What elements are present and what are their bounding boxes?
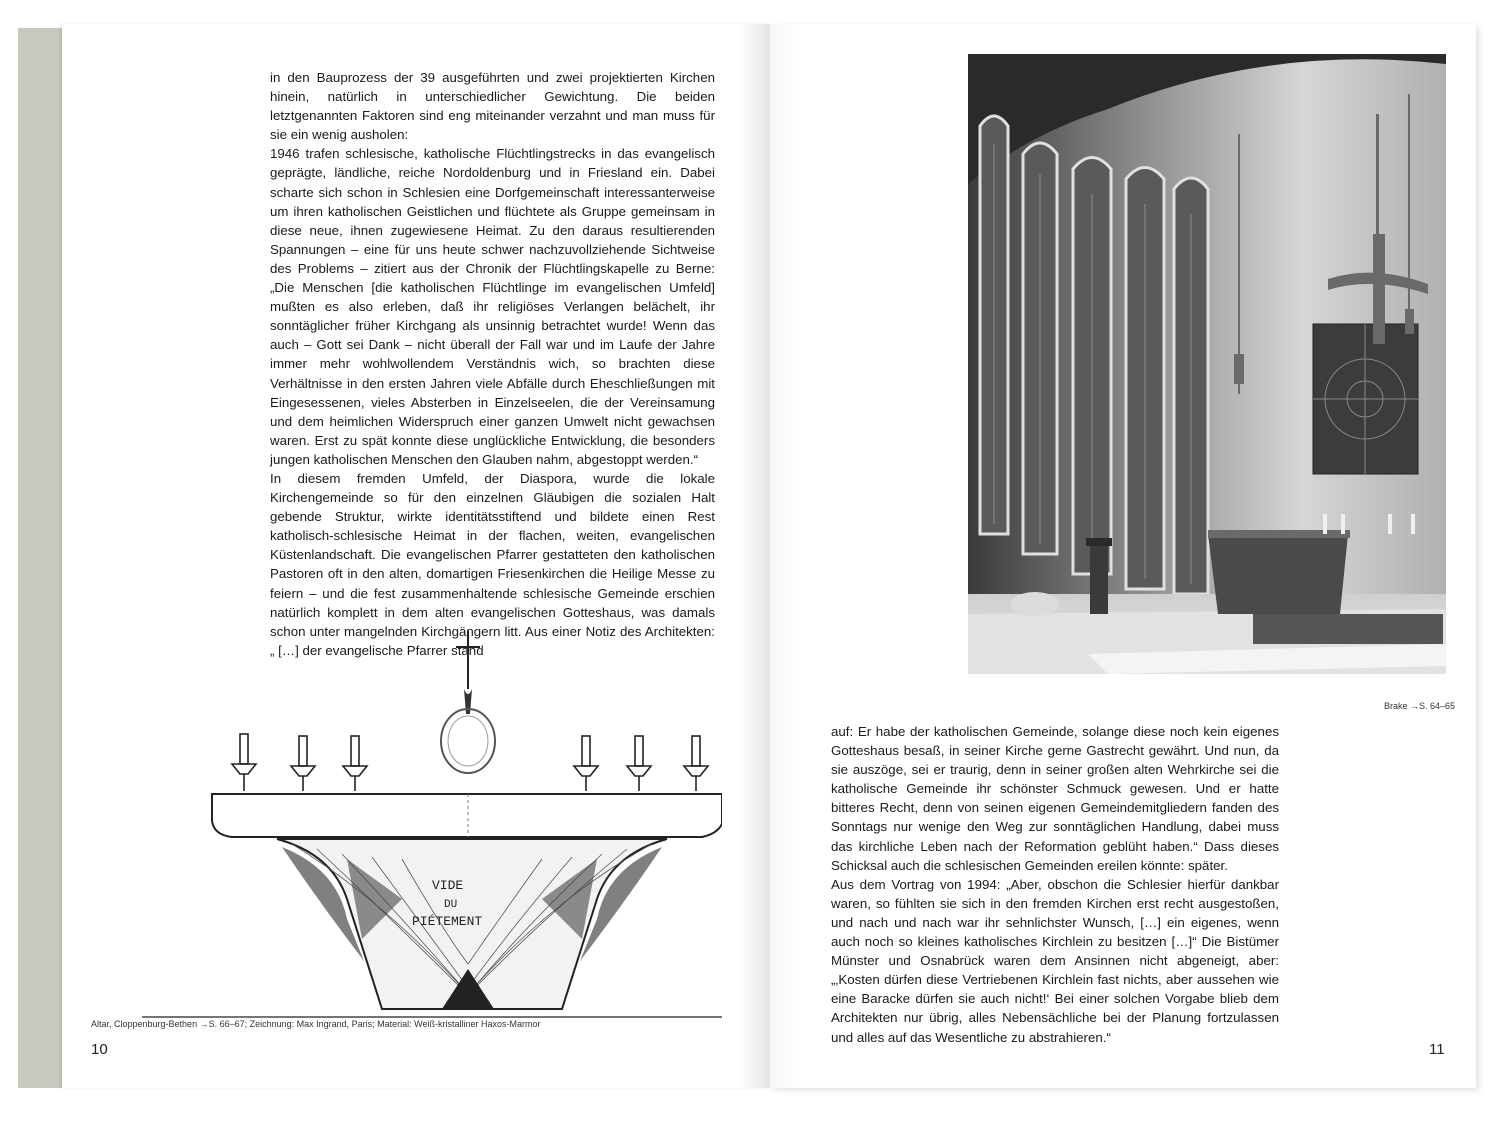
drawing-inscription: DU (444, 899, 458, 911)
drawing-caption: Altar, Cloppenburg-Bethen →S. 66–67; Zeichnung: Max Ingrand, Paris; Material: Weiß-kristalliner Haxos-Marmor (91, 1019, 541, 1029)
church-interior-photo (968, 54, 1446, 674)
right-paragraph: auf: Er habe der katholischen Gemeinde, solange diese noch kein eigenes Gotteshaus besaß, in seiner Kirche gerne Gastrecht gewährt. Und nun, da sie auszöge, sei er traurig, denn in seiner großen alten Wehrkirche sei die katholische Gemeinde ihr schönster Schmuck gewesen. Und er hatte bitteres Recht, denn von seinen eigenen Gemeindemitgliedern fanden des Sonntags nur wenige den Weg zur sonntäglichen Handlung, dabei muss das kirchliche Leben nach der Reformation geblüht haben.“ Dass dieses Schicksal auch die schlesischen Gemeinden ereilen könnte: später. (831, 724, 1279, 873)
right-paragraph: Aus dem Vortrag von 1994: „Aber, obschon die Schlesier hierfür dankbar waren, so fühlten sie sich in den fremden Kirchen erst recht ausgestoßen, und nach und nach war ihr sehnlichster Wunsch, […] ein eigenes, wenn auch noch so kleines katholisches Kirchlein zu besitzen […]“ Die Bistümer Münster und Osnabrück waren dem Ansinnen nicht abgeneigt, aber: „‚Kosten dürfen diese Vertriebenen Kirchlein fast nichts, aber aussehen wie eine Baracke dürfen sie auch nicht!‘ Bei einer solchen Vorgabe blieb dem Architekten nur übrig, alles Nebensächliche bei der Planung fortzulassen und alles auf das Wesentliche zu abstrahieren.“ (831, 876, 1279, 1045)
photo-caption: Brake →S. 64–65 (1384, 701, 1456, 711)
altar-drawing (142, 599, 722, 1024)
page-number: 11 (1429, 1041, 1445, 1058)
book-cover-edge (18, 28, 68, 1088)
right-page (770, 24, 1476, 1088)
left-paragraph: in den Bauprozess der 39 ausgeführten und zwei projektierten Kirchen hinein, natürlich in unterschiedlicher Gewichtung. Die beiden letztgenannten Faktoren sind eng miteinander verzahnt und man muss für sie ein wenig ausholen: (270, 70, 715, 143)
left-body-text (270, 68, 715, 660)
right-body-text (831, 722, 1279, 1047)
drawing-inscription: VIDE (432, 878, 464, 893)
drawing-inscription: PIÉTEMENT (412, 914, 483, 929)
left-paragraph: In diesem fremden Umfeld, der Diaspora, wurde die lokale Kirchengemeinde so für den einzelnen Gläubigen die sozialen Halt gebende Struktur, wirkte identitätsstiftend und bildete einen Rest katholisch-schlesische Heimat in der flachen, weiten, evangelischen Küstenlandschaft. Die evangelischen Pfarrer gestatteten den katholischen Pastoren oft in den alten, domartigen Friesenkirchen die Heilige Messe zu feiern – und die fest zusammenhaltende schlesische Gemeinde erschien natürlich komplett in dem alten evangelischen Gotteshaus, was damals schon unter mangelnden Kirchgängern litt. Aus einer Notiz des Architekten: „ […] der evangelische Pfarrer stand (270, 470, 715, 658)
left-page (62, 24, 770, 1088)
page-number: 10 (91, 1041, 108, 1058)
left-paragraph: 1946 trafen schlesische, katholische Flüchtlingstrecks in das evangelisch geprägte, ländliche, reiche Nordoldenburg und in Friesland ein. Dabei scharte sich schon in Schlesien eine Dorfgemeinschaft interessanterweise um ihren katholischen Geistlichen und flüchtete als Gruppe gemeinsam in diese neue, ihnen zugewiesene Heimat. Zu den daraus resultierenden Spannungen – eine für uns heute schwer nachzuvollziehende Sichtweise des Problems – zitiert aus der Chronik der Flüchtlingskapelle zu Berne: „Die Menschen [die katholischen Flüchtlinge im evangelischen Umfeld] mußten es also erleben, daß ihr religiöses Verlangen belächelt, ihr sonntäglicher früher Kirchgang als unsinnig betrachtet wurde! Wenn das auch – Gott sei Dank – nicht überall der Fall war und im Laufe der Jahre immer mehr wohlwollendem Verständnis wich, so brachten diese Verhältnisse in den ersten Jahren viele Abfälle durch Eheschließungen mit Eingesessenen, vieles Absterben in Einzelseelen, die der Vereinsamung und dem heimlichen Widerspruch einer ganzen Umwelt nicht gewachsen waren. Erst zu spät konnte diese unglückliche Entwicklung, die besonders jungen katholischen Menschen den Glauben nahm, abgestoppt werden.“ (270, 146, 715, 467)
